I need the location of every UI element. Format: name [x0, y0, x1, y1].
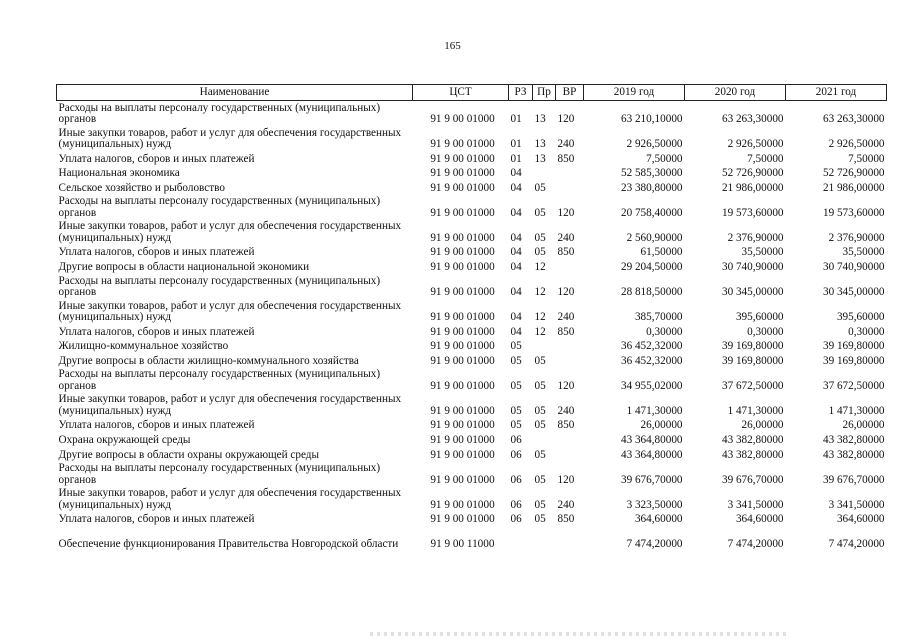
cell-2020: 19 573,60000: [721, 206, 784, 219]
cell-cst: 91 9 00 01000: [430, 513, 495, 526]
cell-2021: 43 382,80000: [822, 434, 885, 447]
cell-2020: 21 986,00000: [721, 181, 784, 194]
cell-2020: 30 345,00000: [721, 286, 784, 299]
cell-2020: 43 382,80000: [721, 434, 784, 447]
cell-2021: 2 376,90000: [828, 231, 885, 244]
table-row: [57, 392, 887, 417]
cell-pr: [533, 526, 556, 551]
cell-name: Иные закупки товаров, работ и услуг для обеспечения государственных (муниципальных) нужд: [58, 126, 402, 151]
header-row: [57, 85, 887, 101]
cell-name: Уплата налогов, сборов и иных платежей: [58, 419, 255, 432]
cell-pr: 13: [534, 138, 546, 151]
cell-2021: 30 740,90000: [822, 261, 885, 274]
cell-cst: 91 9 00 01000: [430, 261, 495, 274]
cell-pr: 05: [534, 473, 546, 486]
cell-vr: [556, 259, 584, 274]
cell-name: Другие вопросы в области охраны окружающей среды: [58, 448, 320, 461]
cell-2021: 1 471,30000: [828, 404, 885, 417]
cell-vr: 240: [557, 404, 575, 417]
cell-vr: [556, 353, 584, 368]
cell-name: Иные закупки товаров, работ и услуг для обеспечения государственных (муниципальных) нужд: [58, 393, 402, 417]
cell-rz: 01: [510, 138, 522, 151]
cell-2019: 2 926,50000: [626, 138, 683, 151]
table-row: [57, 219, 887, 244]
cell-2021: 39 169,80000: [822, 340, 885, 353]
table-row: [57, 446, 887, 461]
cell-vr: 850: [557, 246, 575, 259]
cell-pr: 05: [534, 231, 546, 244]
cell-name: Уплата налогов, сборов и иных платежей: [58, 325, 255, 338]
cell-rz: 04: [510, 167, 522, 180]
cell-rz: 04: [510, 325, 522, 338]
header-pr: Пр: [533, 85, 556, 101]
cell-name: Уплата налогов, сборов и иных платежей: [58, 246, 255, 259]
cell-rz: 04: [510, 231, 522, 244]
cell-pr: [533, 338, 556, 353]
cell-cst: 91 9 00 01000: [430, 181, 495, 194]
cell-pr: 12: [534, 311, 546, 324]
cell-2020: 39 169,80000: [721, 340, 784, 353]
cell-name: Иные закупки товаров, работ и услуг для обеспечения государственных (муниципальных) нужд: [58, 220, 402, 244]
cell-2020: 395,60000: [735, 311, 784, 324]
cell-rz: 04: [510, 246, 522, 259]
cell-pr: 05: [534, 419, 546, 432]
cell-2020: 39 676,70000: [721, 473, 784, 486]
table-row: [57, 151, 887, 166]
cell-2021: 26,00000: [842, 419, 885, 432]
cell-2019: 26,00000: [640, 419, 683, 432]
cell-pr: 05: [534, 246, 546, 259]
header-rz: РЗ: [509, 85, 533, 101]
cell-vr: 120: [557, 473, 575, 486]
cell-2019: 23 380,80000: [620, 181, 683, 194]
cell-vr: 850: [557, 419, 575, 432]
cell-2020: 30 740,90000: [721, 261, 784, 274]
cell-vr: 120: [557, 379, 575, 392]
cell-name: Национальная экономика: [58, 167, 180, 180]
cell-2020: 63 263,30000: [721, 113, 784, 126]
cell-2021: 43 382,80000: [822, 448, 885, 461]
cell-vr: 240: [557, 231, 575, 244]
cell-2020: 0,30000: [747, 325, 784, 338]
cell-cst: 91 9 00 01000: [430, 167, 495, 180]
table-row: [57, 338, 887, 353]
table-row: [57, 244, 887, 259]
cell-2021: 37 672,50000: [822, 379, 885, 392]
table-row: [57, 165, 887, 180]
cell-2020: 26,00000: [741, 419, 784, 432]
cell-pr: 05: [534, 181, 546, 194]
header-vr: ВР: [556, 85, 584, 101]
table-row: [57, 526, 887, 551]
cell-2021: 21 986,00000: [822, 181, 885, 194]
cell-2020: 43 382,80000: [721, 448, 784, 461]
cell-rz: 01: [510, 113, 522, 126]
cell-pr: 05: [534, 379, 546, 392]
cell-rz: 04: [510, 311, 522, 324]
cell-name: Охрана окружающей среды: [58, 434, 191, 447]
cell-cst: 91 9 00 01000: [430, 311, 495, 324]
cell-cst: 91 9 00 11000: [430, 538, 495, 551]
cell-2019: 3 323,50000: [626, 498, 683, 511]
cell-2019: 61,50000: [640, 246, 683, 259]
cell-pr: 12: [534, 325, 546, 338]
cell-cst: 91 9 00 01000: [430, 498, 495, 511]
cell-vr: 850: [557, 325, 575, 338]
cell-2020: 7 474,20000: [727, 538, 784, 551]
cell-vr: 850: [557, 152, 575, 165]
cell-2019: 20 758,40000: [620, 206, 683, 219]
cell-cst: 91 9 00 01000: [430, 325, 495, 338]
cell-2020: 1 471,30000: [727, 404, 784, 417]
cell-rz: 06: [510, 448, 522, 461]
table-row: [57, 367, 887, 392]
cell-rz: 05: [510, 379, 522, 392]
cell-2020: 2 926,50000: [727, 138, 784, 151]
cell-vr: 120: [557, 206, 575, 219]
cell-2019: 28 818,50000: [620, 286, 683, 299]
cell-name: Сельское хозяйство и рыболовство: [58, 181, 225, 194]
cell-2019: 43 364,80000: [620, 434, 683, 447]
cell-rz: 06: [510, 473, 522, 486]
cell-2021: 3 341,50000: [828, 498, 885, 511]
cell-2019: 34 955,02000: [620, 379, 683, 392]
table-row: [57, 461, 887, 486]
table-row: [57, 432, 887, 447]
cell-2020: 35,50000: [741, 246, 784, 259]
cell-2021: 19 573,60000: [822, 206, 885, 219]
cell-rz: 06: [510, 513, 522, 526]
cell-2019: 7 474,20000: [626, 538, 683, 551]
table-row: [57, 298, 887, 323]
cell-cst: 91 9 00 01000: [430, 419, 495, 432]
cell-pr: [533, 432, 556, 447]
cell-2021: 7 474,20000: [828, 538, 885, 551]
cell-2021: 63 263,30000: [822, 113, 885, 126]
cell-2019: 7,50000: [646, 152, 683, 165]
table-row: [57, 486, 887, 511]
table-row: [57, 511, 887, 526]
cell-2021: 52 726,90000: [822, 167, 885, 180]
cell-rz: 01: [510, 152, 522, 165]
header-cst: ЦСТ: [413, 85, 509, 101]
cell-2021: 364,60000: [836, 513, 885, 526]
header-2020: 2020 год: [685, 85, 786, 101]
cell-rz: 05: [510, 419, 522, 432]
cell-cst: 91 9 00 01000: [430, 473, 495, 486]
cell-2019: 1 471,30000: [626, 404, 683, 417]
cell-vr: [556, 338, 584, 353]
cell-cst: 91 9 00 01000: [430, 206, 495, 219]
cell-pr: 12: [534, 261, 546, 274]
cell-cst: 91 9 00 01000: [430, 138, 495, 151]
cell-2019: 52 585,30000: [620, 167, 683, 180]
cell-vr: [556, 165, 584, 180]
table-header: [57, 85, 887, 101]
budget-table: [56, 84, 887, 551]
cell-rz: 05: [510, 404, 522, 417]
cell-rz: 04: [510, 261, 522, 274]
cell-vr: [556, 526, 584, 551]
cell-2019: 2 560,90000: [626, 231, 683, 244]
table-row: [57, 101, 887, 126]
cell-2019: 36 452,32000: [620, 354, 683, 367]
cell-cst: 91 9 00 01000: [430, 113, 495, 126]
header-2019: 2019 год: [584, 85, 685, 101]
cell-pr: 05: [534, 513, 546, 526]
cell-name: Иные закупки товаров, работ и услуг для обеспечения государственных (муниципальных) нужд: [58, 299, 402, 324]
table-body: [57, 101, 887, 551]
cell-2020: 364,60000: [735, 513, 784, 526]
cell-rz: 05: [510, 340, 522, 353]
cell-vr: [556, 446, 584, 461]
cell-cst: 91 9 00 01000: [430, 354, 495, 367]
cell-2019: 36 452,32000: [620, 340, 683, 353]
cell-vr: [556, 432, 584, 447]
cell-2020: 2 376,90000: [727, 231, 784, 244]
cell-cst: 91 9 00 01000: [430, 246, 495, 259]
table-row: [57, 126, 887, 151]
cell-name: Обеспечение функционирования Правительства Новгородской области: [58, 538, 399, 551]
cell-name: Жилищно-коммунальное хозяйство: [58, 340, 229, 353]
cell-cst: 91 9 00 01000: [430, 286, 495, 299]
cell-name: Расходы на выплаты персоналу государственных (муниципальных) органов: [58, 368, 381, 392]
cell-cst: 91 9 00 01000: [430, 152, 495, 165]
cell-name: Расходы на выплаты персоналу государственных (муниципальных) органов: [58, 462, 381, 486]
cell-2021: 2 926,50000: [828, 138, 885, 151]
cell-name: Расходы на выплаты персоналу государственных (муниципальных) органов: [58, 101, 381, 126]
cell-2020: 7,50000: [747, 152, 784, 165]
cell-rz: [509, 526, 533, 551]
cell-cst: 91 9 00 01000: [430, 340, 495, 353]
cell-2021: 0,30000: [848, 325, 885, 338]
table-row: [57, 259, 887, 274]
cell-vr: [556, 180, 584, 195]
cell-cst: 91 9 00 01000: [430, 379, 495, 392]
cell-name: Уплата налогов, сборов и иных платежей: [58, 513, 255, 526]
cell-2021: 39 676,70000: [822, 473, 885, 486]
cell-2021: 7,50000: [848, 152, 885, 165]
cell-cst: 91 9 00 01000: [430, 448, 495, 461]
cell-2019: 29 204,50000: [620, 261, 683, 274]
cell-name: Другие вопросы в области жилищно-коммунального хозяйства: [58, 354, 359, 367]
cell-cst: 91 9 00 01000: [430, 434, 495, 447]
cell-pr: 05: [534, 206, 546, 219]
cell-2020: 37 672,50000: [721, 379, 784, 392]
cell-cst: 91 9 00 01000: [430, 404, 495, 417]
cell-2019: 364,60000: [634, 513, 683, 526]
page-number: 165: [444, 40, 461, 52]
cell-2019: 0,30000: [646, 325, 683, 338]
cell-pr: 12: [534, 286, 546, 299]
cell-pr: 05: [534, 498, 546, 511]
cell-name: Расходы на выплаты персоналу государственных (муниципальных) органов: [58, 274, 381, 299]
cell-pr: 05: [534, 404, 546, 417]
header-name: Наименование: [57, 85, 413, 101]
cell-2020: 3 341,50000: [727, 498, 784, 511]
cell-vr: 850: [557, 513, 575, 526]
cell-cst: 91 9 00 01000: [430, 231, 495, 244]
table-row: [57, 353, 887, 368]
cell-name: Другие вопросы в области национальной экономики: [58, 261, 310, 274]
cell-pr: 05: [534, 354, 546, 367]
cell-rz: 04: [510, 286, 522, 299]
cell-name: Иные закупки товаров, работ и услуг для обеспечения государственных (муниципальных) нужд: [58, 487, 402, 511]
cell-pr: 13: [534, 113, 546, 126]
header-2021: 2021 год: [786, 85, 887, 101]
cell-2021: 35,50000: [842, 246, 885, 259]
table-row: [57, 323, 887, 338]
cell-name: Уплата налогов, сборов и иных платежей: [58, 152, 255, 165]
cell-2019: 43 364,80000: [620, 448, 683, 461]
cell-2021: 39 169,80000: [822, 354, 885, 367]
cell-rz: 04: [510, 206, 522, 219]
cell-pr: 13: [534, 152, 546, 165]
scan-artifact: [370, 632, 790, 636]
cell-pr: 05: [534, 448, 546, 461]
cell-2019: 385,70000: [634, 311, 683, 324]
cell-rz: 06: [510, 434, 522, 447]
cell-vr: 120: [557, 286, 575, 299]
table-row: [57, 273, 887, 298]
table-row: [57, 417, 887, 432]
cell-2019: 39 676,70000: [620, 473, 683, 486]
cell-2021: 30 345,00000: [822, 286, 885, 299]
cell-pr: [533, 165, 556, 180]
table-row: [57, 194, 887, 219]
cell-vr: 240: [557, 138, 575, 151]
cell-vr: 240: [557, 498, 575, 511]
cell-2020: 39 169,80000: [721, 354, 784, 367]
cell-2020: 52 726,90000: [721, 167, 784, 180]
cell-name: Расходы на выплаты персоналу государственных (муниципальных) органов: [58, 195, 381, 219]
cell-2021: 395,60000: [836, 311, 885, 324]
cell-rz: 06: [510, 498, 522, 511]
cell-2019: 63 210,10000: [620, 113, 683, 126]
cell-vr: 240: [557, 311, 575, 324]
cell-rz: 05: [510, 354, 522, 367]
cell-vr: 120: [557, 113, 575, 126]
table-row: [57, 180, 887, 195]
cell-rz: 04: [510, 181, 522, 194]
